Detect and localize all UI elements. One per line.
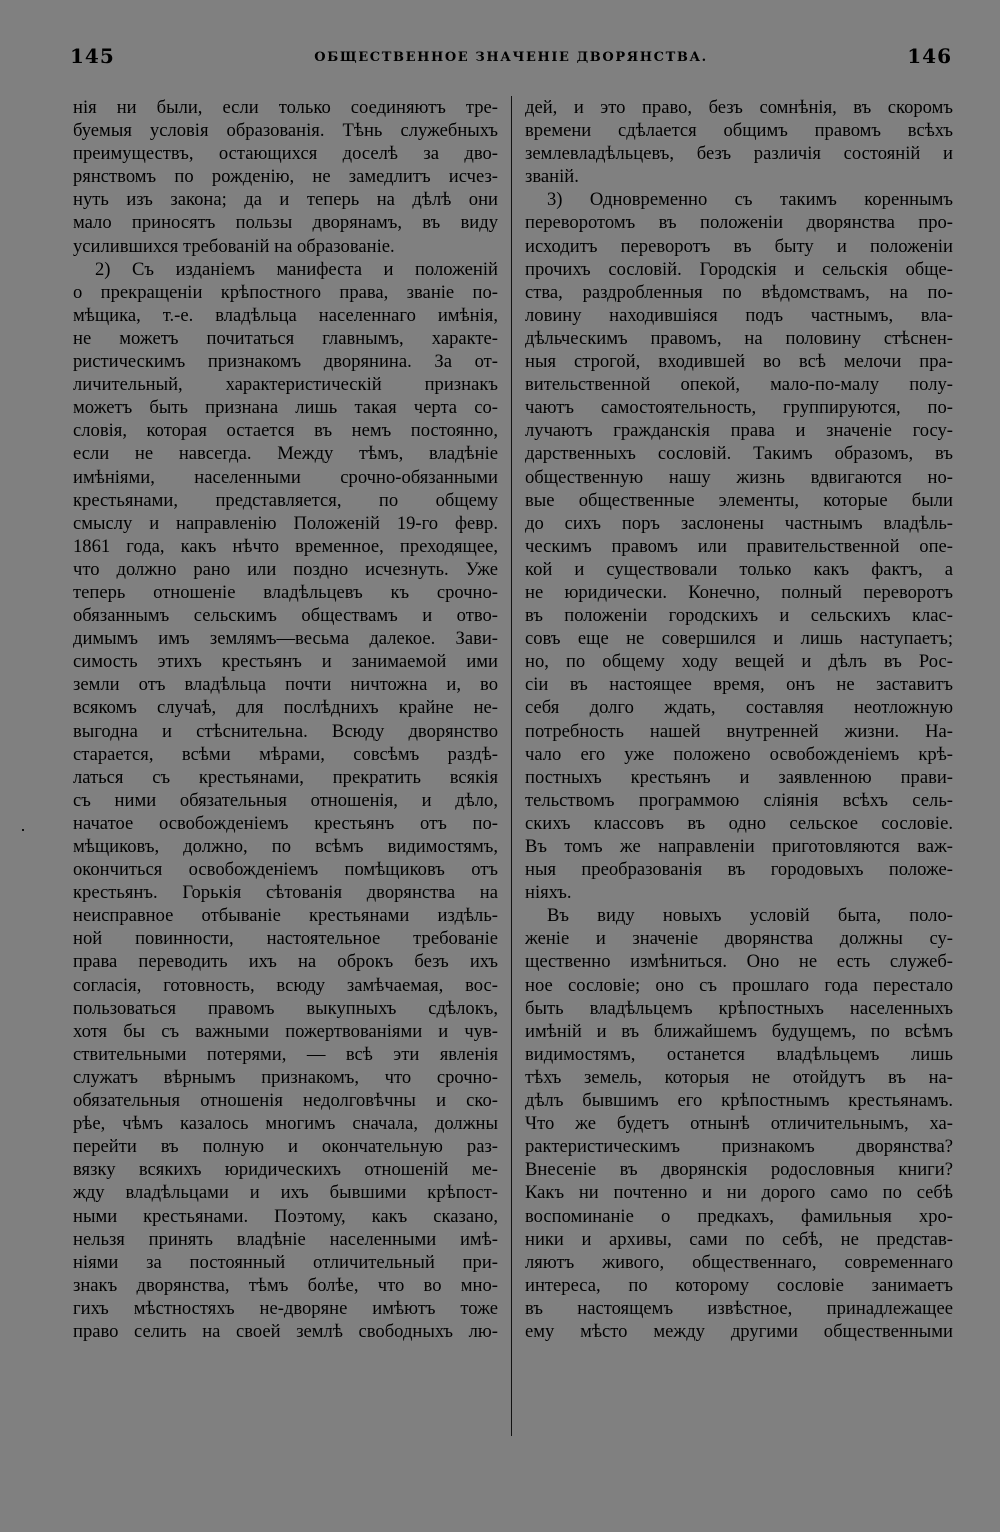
page-number-right: 146 [907,44,952,68]
text-line: не юридически. Конечно, полный переворотъ [525,581,953,603]
text-line: ное сословіе; оно съ прошлаго года перестало [525,974,953,996]
text-line: смыслу и направленію Положеній 19-го февр. [73,512,498,534]
text-line: преимуществъ, остающихся доселѣ за дво- [73,143,498,165]
text-line: съ ними обязательныя отношенія, и дѣло, [73,789,498,811]
text-line: но, по общему ходу вещей и дѣлъ въ Рос- [525,651,953,673]
text-line: времени сдѣлается общимъ правомъ всѣхъ [525,120,953,142]
text-line: скихъ классовъ въ одно сельское сословіе. [525,812,953,834]
text-line: словія, которая остается въ немъ постоянно, [73,420,498,442]
text-column-right [525,96,953,1343]
text-line: если не навсегда. Между тѣмъ, владѣніе [73,443,498,465]
text-line: себя долго ждать, составляя неотложную [525,697,953,719]
text-line: постныхъ крестьянъ и заявленною прави- [525,766,953,788]
text-line: димымъ имъ землямъ—весьма далекое. Зави- [73,628,498,650]
text-line: сіи въ настоящее время, онъ не заставитъ [525,674,953,696]
running-header [70,44,952,74]
text-line: вительственной опекой, мало-по-малу полу- [525,374,953,396]
text-line: ристическимъ признакомъ дворянина. За от- [73,351,498,373]
text-line: исходитъ переворотъ въ быту и положеніи [525,235,953,257]
text-line: теперь отношеніе владѣльцевъ къ срочно- [73,581,498,603]
text-line: тельствомъ программою слiянія всѣхъ сель- [525,789,953,811]
text-line: согласія, готовность, всюду замѣчаемая, вос- [73,974,498,996]
text-line: имѣній и въ ближайшемъ будущемъ, по всѣмъ [525,1020,953,1042]
margin-mark [22,829,24,831]
text-line: кой и существовали только какъ фактъ, а [525,558,953,580]
text-line: дѣльческимъ правомъ, на половину стѣснен- [525,327,953,349]
text-line: землевладѣльцевъ, безъ различія состояній и [525,143,953,165]
text-line: всякомъ случаѣ, для послѣднихъ крайне не- [73,697,498,719]
text-line: выгодна и стѣснительна. Всюду дворянство [73,720,498,742]
text-line: перейти въ полную и окончательную раз- [73,1136,498,1158]
running-title: ОБЩЕСТВЕННОЕ ЗНАЧЕНІЕ ДВОРЯНСТВА. [314,50,708,65]
text-line: 2) Съ изданіемъ манифеста и положеній [95,258,498,280]
text-line: чаютъ самостоятельность, группируются, по- [525,397,953,419]
text-line: мало приносятъ пользы дворянамъ, въ виду [73,212,498,234]
text-line: воспоминаніе о предкахъ, фамильныя хро- [525,1205,953,1227]
text-line: ловину находившіяся подъ частнымъ, вла- [525,304,953,326]
text-line: нія ни были, если только соединяютъ тре- [73,97,498,118]
text-line: ства, раздробленныя по вѣдомствамъ, на по- [525,281,953,303]
text-line: прочихъ сословій. Городскія и сельскія обще- [525,258,953,280]
text-line: ніями за постоянный отличительный при- [73,1251,498,1273]
text-line: ныя преобразованія въ городовыхъ положе- [525,859,953,881]
text-line: окончиться освобожденіемъ помѣщиковъ отъ [73,859,498,881]
text-line: крестьянами, представляется, по общему [73,489,498,511]
text-line: земли отъ владѣльца почти ничтожна и, во [73,674,498,696]
text-line: дей, и это право, безъ сомнѣнія, въ скоромъ [525,97,953,118]
text-line: рактеристическимъ признакомъ дворянства? [525,1136,953,1158]
text-line: Внесеніе въ дворянскія родословныя книги? [525,1159,953,1181]
text-line: пользоваться правомъ выкупныхъ сдѣлокъ, [73,997,498,1019]
text-line: вые общественные элементы, которые были [525,489,953,511]
text-line: ческимъ правомъ или правительственной опе- [525,535,953,557]
text-line: 3) Одновременно съ такимъ кореннымъ [547,189,953,211]
text-line: мѣщика, т.-е. владѣльца населеннаго имѣнія, [73,304,498,326]
text-line: рянствомъ по рожденію, не замедлитъ исчез- [73,166,498,188]
text-line: права переводить ихъ на оброкъ безъ ихъ [73,951,498,973]
text-line: личительный, характеристическій признакъ [73,374,498,396]
text-line: не можетъ почитаться главнымъ, характе- [73,327,498,349]
text-line: нельзя принять владѣніе населенными имѣ- [73,1228,498,1250]
text-line: буемыя условія образованія. Тѣнь служебныхъ [73,120,498,142]
column-divider [511,96,512,1436]
text-line: дарственныхъ сословій. Такимъ образомъ, въ [525,443,953,465]
text-line: можетъ быть признана лишь такая черта со- [73,397,498,419]
text-line: ники и архивы, сами по себѣ, не представ- [525,1228,953,1250]
text-line: старается, всѣми мѣрами, совсѣмъ раздѣ- [73,743,498,765]
text-line: въ настоящемъ извѣстное, принадлежащее [525,1297,953,1319]
page-number-left: 145 [70,44,115,68]
text-line: щественно измѣниться. Оно не есть служеб- [525,951,953,973]
text-line: Что же будетъ отнынѣ отличительнымъ, ха- [525,1113,953,1135]
text-line: мѣщиковъ, должно, по всѣмъ видимостямъ, [73,836,498,857]
text-line: Въ томъ же направленіи приготовляются важ- [525,836,953,857]
text-line: лучаютъ гражданскія права и значеніе госу- [525,420,953,442]
text-line: ными крестьянами. Поэтому, какъ сказано, [73,1205,498,1227]
text-line: ляютъ живого, общественнаго, современнаго [525,1251,953,1273]
text-line: 1861 года, какъ нѣчто временное, преходящее, [73,535,498,557]
text-line: латься съ крестьянами, прекратить всякія [73,766,498,788]
text-line: дѣлъ бывшимъ его крѣпостнымъ крестьянамъ. [525,1090,953,1112]
text-line: ему мѣсто между другими общественными [525,1320,953,1342]
text-line: обязательныя отношенія недолговѣчны и ско- [73,1090,498,1112]
text-line: ныя строгой, входившей во всѣ мелочи пра- [525,351,953,373]
text-line: неисправное отбываніе крестьянами издѣль- [73,905,498,927]
text-line: ствительными потерями, — всѣ эти явленія [73,1043,498,1065]
text-line: начатое освобожденіемъ крестьянъ отъ по- [73,812,498,834]
text-column-left [73,96,498,1343]
text-line: потребность нашей внутренней жизни. На- [525,720,953,742]
text-line: званій. [525,166,579,188]
text-line: жду владѣльцами и ихъ бывшими крѣпост- [73,1182,498,1204]
text-line: переворотомъ въ положеніи дворянства про- [525,212,953,234]
text-line: чало его уже положено освобожденіемъ крѣ- [525,743,953,765]
text-line: рѣе, чѣмъ казалось многимъ сначала, должны [73,1113,498,1135]
text-line: Какъ ни почтенно и ни дорого само по себѣ [525,1182,953,1204]
text-line: общественную нашу жизнь вдвигаются но- [525,466,953,488]
text-line: право селить на своей землѣ свободныхъ лю- [73,1320,498,1342]
text-line: быть владѣльцемъ крѣпостныхъ населенныхъ [525,997,953,1019]
text-line: въ положеніи городскихъ и сельскихъ клас- [525,605,953,627]
text-line: совъ еще не совершился и лишь наступаетъ; [525,628,953,650]
text-line: Въ виду новыхъ условій быта, поло- [547,905,953,927]
text-line: хотя бы съ важными пожертвованіями и чув- [73,1020,498,1042]
text-line: симость этихъ крестьянъ и занимаемой ими [73,651,498,673]
text-line: ной повинности, настоятельное требованіе [73,928,498,950]
text-line: знакъ дворянства, тѣмъ болѣе, что во мно- [73,1274,498,1296]
text-line: ніяхъ. [525,882,572,904]
text-line: служатъ вѣрнымъ признакомъ, что срочно- [73,1066,498,1088]
text-line: что должно рано или поздно исчезнуть. Уже [73,558,498,580]
text-line: вязку всякихъ юридическихъ отношеній ме- [73,1159,498,1181]
text-line: гихъ мѣстностяхъ не-дворяне имѣютъ тоже [73,1297,498,1319]
text-line: имѣніями, населенными срочно-обязанными [73,466,498,488]
text-line: нуть изъ закона; да и теперь на дѣлѣ они [73,189,498,211]
text-line: обязаннымъ сельскимъ обществамъ и отво- [73,605,498,627]
text-line: интереса, по которому сословіе занимаетъ [525,1274,953,1296]
text-line: крестьянъ. Горькія сѣтованія дворянства на [73,882,498,904]
text-line: усилившихся требованій на образованіе. [73,235,395,257]
text-line: женіе и значеніе дворянства должны су- [525,928,953,950]
text-line: видимостямъ, останется владѣльцемъ лишь [525,1043,953,1065]
text-line: о прекращеніи крѣпостного права, званіе по- [73,281,498,303]
text-line: тѣхъ земель, которыя не отойдутъ въ на- [525,1066,953,1088]
text-line: до сихъ поръ заслонены частнымъ владѣль- [525,512,953,534]
